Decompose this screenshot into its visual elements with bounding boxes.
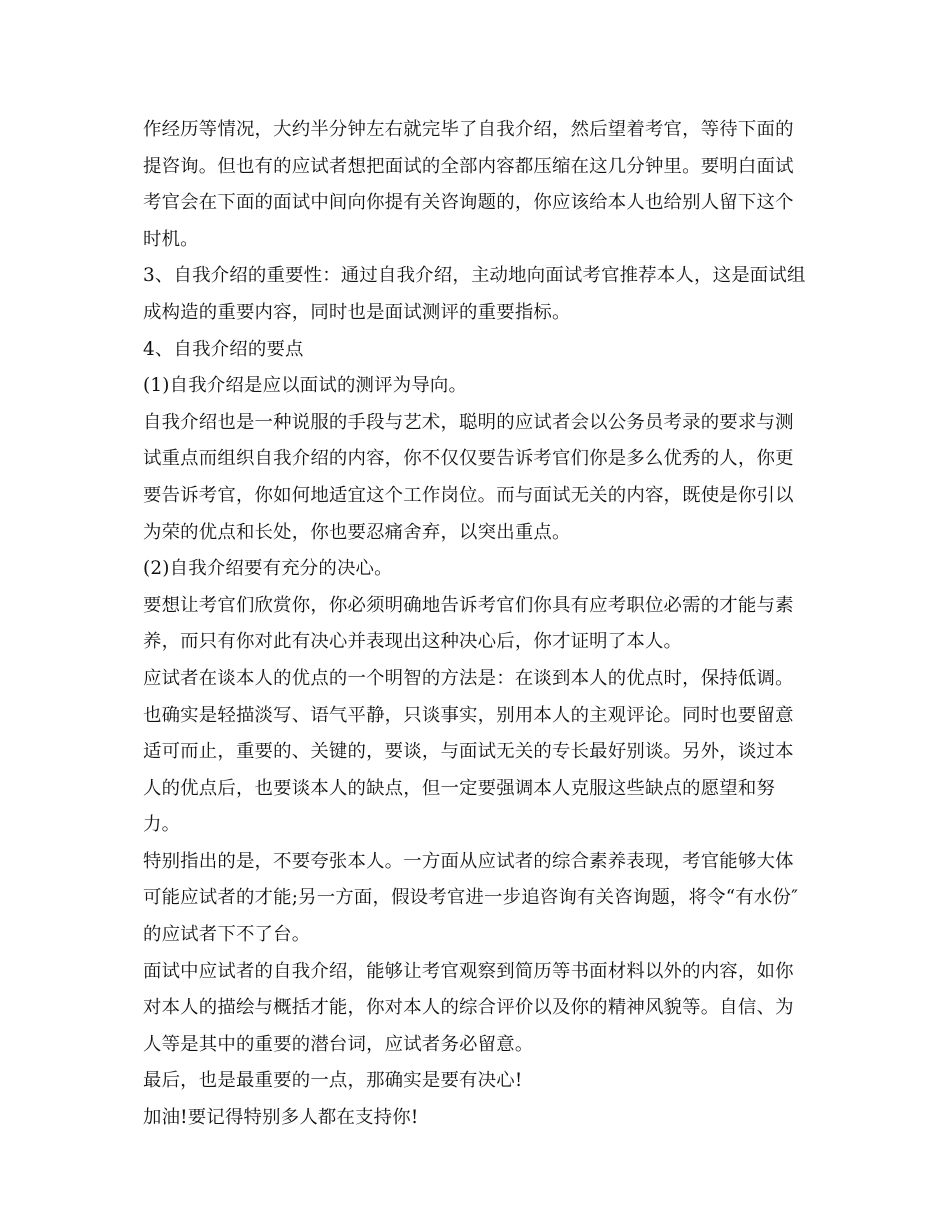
paragraph: 特别指出的是，不要夸张本人。一方面从应试者的综合素养表现，考官能够大体可能应试者的才能;另一方面，假设考官进一步追咨询有关咨询题，将令“有水份″的应试者下不了台。 — [143, 850, 799, 946]
paragraph: 应试者在谈本人的优点的一个明智的方法是：在谈到本人的优点时，保持低调。也确实是轻描淡写、语气平静，只谈事实，别用本人的主观评论。同时也要留意适可而止，重要的、关键的，要谈，与面试无关的专长最好别谈。另外，谈过本人的优点后，也要谈本人的缺点，但一定要强调本人克服这些缺点的愿望和努力。 — [143, 667, 794, 836]
paragraph: 面试中应试者的自我介绍，能够让考官观察到简历等书面材料以外的内容，如你对本人的描绘与概括才能，你对本人的综合评价以及你的精神风貌等。自信、为人等是其中的重要的潜台词，应试者务必留意。 — [143, 960, 794, 1055]
paragraph: 3、自我介绍的重要性：通过自我介绍，主动地向面试考官推荐本人，这是面试组成构造的重要内容，同时也是面试测评的重要指标。 — [143, 265, 806, 323]
paragraph: 要想让考官们欣赏你，你必须明确地告诉考官们你具有应考职位必需的才能与素养，而只有你对此有决心并表现出这种决心后，你才证明了本人。 — [143, 594, 794, 653]
document-body — [143, 112, 808, 1137]
paragraph: 最后，也是最重要的一点，那确实是要有决心! — [143, 1070, 523, 1092]
paragraph: 加油!要记得特别多人都在支持你! — [143, 1107, 419, 1129]
paragraph: 自我介绍也是一种说服的手段与艺术，聪明的应试者会以公务员考录的要求与测试重点而组织自我介绍的内容，你不仅仅要告诉考官们你是多么优秀的人，你更要告诉考官，你如何地适宜这个工作岗位。而与面试无关的内容，既使是你引以为荣的优点和长处，你也要忍痛舍弃，以突出重点。 — [143, 411, 794, 543]
subheading: (2)自我介绍要有充分的决心。 — [143, 558, 393, 580]
subheading: (1)自我介绍是应以面试的测评为导向。 — [143, 375, 468, 397]
paragraph: 作经历等情况，大约半分钟左右就完毕了自我介绍，然后望着考官，等待下面的提咨询。但也有的应试者想把面试的全部内容都压缩在这几分钟里。要明白面试考官会在下面的面试中间向你提有关咨询题的，你应该给本人也给别人留下这个时机。 — [143, 119, 794, 250]
section-heading: 4、自我介绍的要点 — [143, 338, 304, 360]
